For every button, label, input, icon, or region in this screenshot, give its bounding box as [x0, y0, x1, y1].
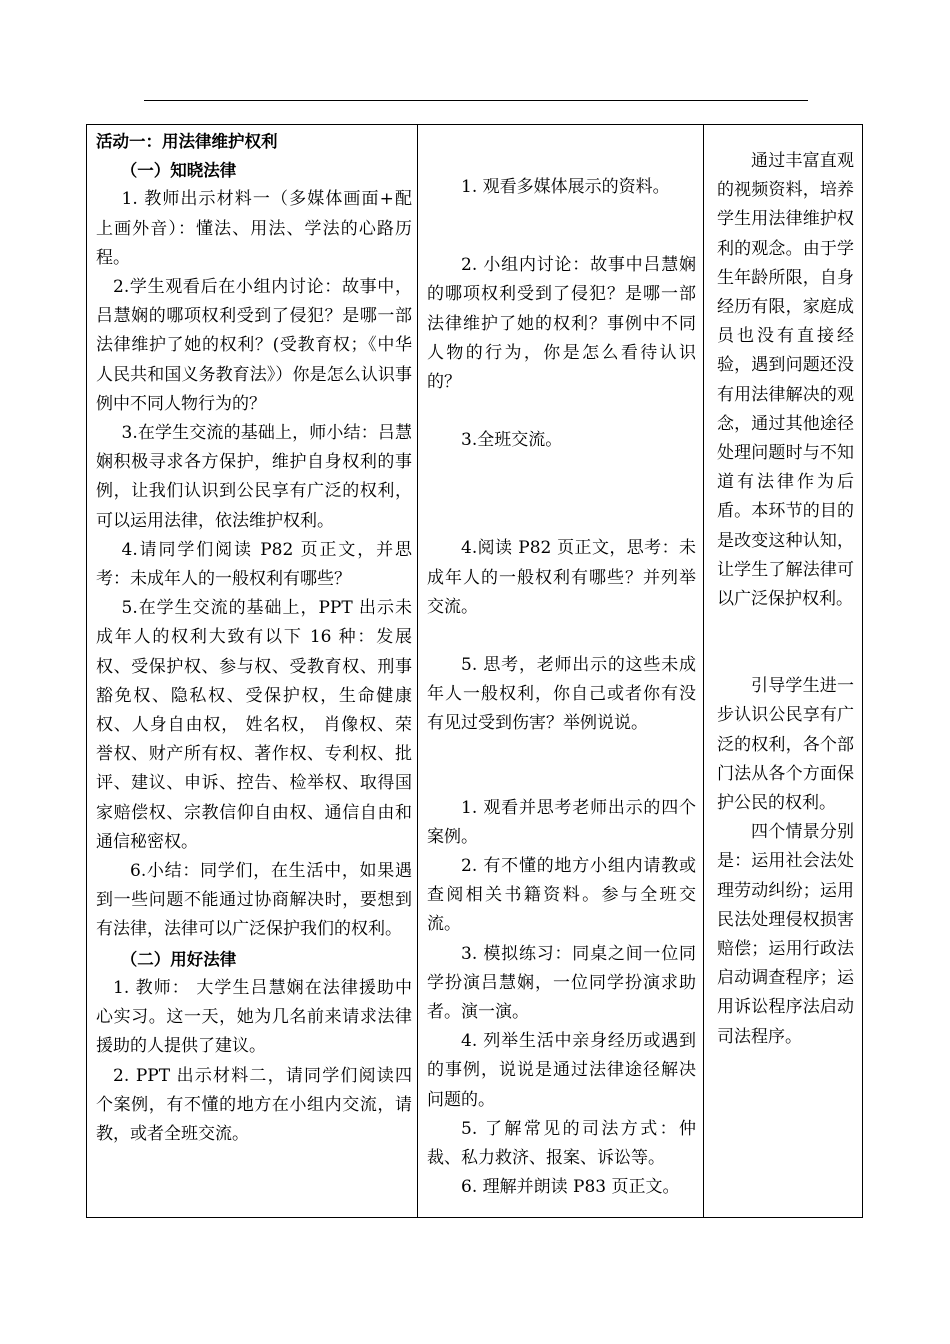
teacher-step-8: 2. PPT 出示材料二，请同学们阅读四个案例，有不懂的地方在小组内交流，请教，或者全班交流。	[96, 1065, 412, 1144]
teacher-activity-column	[87, 125, 418, 1217]
activity-title: 活动一：用法律维护权利	[96, 132, 278, 151]
student-task-2: 2. 有不懂的地方小组内请教或查阅相关书籍资料。参与全班交流。	[427, 856, 696, 935]
student-task-1: 1. 观看并思考老师出示的四个案例。	[427, 797, 696, 847]
student-task-3: 3. 模拟练习：同桌之间一位同学扮演吕慧娴，一位同学扮演求助者。演一演。	[427, 943, 696, 1023]
teacher-step-6: 6.小结：同学们，在生活中，如果遇到一些问题不能通过协商解决时，要想到有法律，法律可以广泛保护我们的权利。	[96, 861, 412, 940]
teacher-step-2: 2.学生观看后在小组内讨论：故事中，吕慧娴的哪项权利受到了侵犯？是哪一部法律维护了她的权利？(受教育权；《中华人民共和国义务教育法》）你是怎么认识事例中不同人物行为的？	[96, 277, 412, 414]
student-task-6: 6. 理解并朗读 P83 页正文。	[461, 1177, 680, 1198]
student-step-1: 1. 观看多媒体展示的资料。	[461, 177, 670, 197]
teacher-step-4: 4.请同学们阅读 P82 页正文，并思考：未成年人的一般权利有哪些？	[96, 539, 412, 590]
section-title-know-law: （一）知晓法律	[120, 161, 237, 181]
student-activity-column	[418, 125, 704, 1217]
design-intent-2: 引导学生进一步认识公民享有广泛的权利，各个部门法从各个方面保护公民的权利。	[717, 676, 854, 814]
design-intent-3: 四个情景分别是：运用社会法处理劳动纠纷；运用民法处理侵权损害赔偿；运用行政法启动调查程序；运用诉讼程序法启动司法程序。	[717, 822, 854, 1047]
student-step-5: 5. 思考，老师出示的这些未成年人一般权利，你自己或者你有没有见过受到伤害？举例说说。	[427, 655, 696, 734]
header-rule	[144, 100, 808, 101]
teacher-step-1: 1. 教师出示材料一（多媒体画面+配上画外音）：懂法、用法、学法的心路历程。	[96, 189, 412, 268]
student-step-3: 3.全班交流。	[461, 430, 563, 451]
design-intent-column	[704, 125, 864, 1217]
section-title-use-law: （二）用好法律	[120, 949, 237, 969]
student-task-4: 4. 列举生活中亲身经历或遇到的事例，说说是通过法律途径解决问题的。	[427, 1031, 696, 1110]
student-step-4: 4.阅读 P82 页正文，思考：未成年人的一般权利有哪些？并列举交流。	[427, 538, 696, 617]
design-intent-1: 通过丰富直观的视频资料，培养学生用法律维护权利的观念。由于学生年龄所限，自身经历有限，家庭成员也没有直接经验，遇到问题还没有用法律解决的观念，通过其他途径处理问题时与不知道有法律作为后盾。本环节的目的是改变这种认知，让学生了解法律可以广泛保护权利。	[717, 151, 854, 610]
student-task-5: 5. 了解常见的司法方式：仲裁、私力救济、报案、诉讼等。	[427, 1118, 696, 1169]
teacher-step-7: 1. 教师： 大学生吕慧娴在法律援助中心实习。这一天，她为几名前来请求法律援助的人提供了建议。	[96, 977, 412, 1057]
student-step-2: 2. 小组内讨论：故事中吕慧娴的哪项权利受到了侵犯？是哪一部法律维护了她的权利？事例中不同人物的行为，你是怎么看待认识的？	[427, 255, 696, 393]
teacher-step-3: 3.在学生交流的基础上，师小结：吕慧娴积极寻求各方保护，维护自身权利的事例，让我们认识到公民享有广泛的权利，可以运用法律，依法维护权利。	[96, 423, 412, 531]
teacher-step-5: 5.在学生交流的基础上，PPT 出示未成年人的权利大致有以下 16 种：发展权、受保护权、参与权、受教育权、刑事豁免权、隐私权、受保护权，生命健康权、人身自由权， 姓名权， 肖像权、荣誉权、财产所有权、著作权、专利权、批评、建议、申诉、控告、检举权、取得国家赔偿权、宗教信仰自由权、通信自由和通信秘密权。	[96, 598, 412, 852]
lesson-plan-table	[86, 124, 863, 1218]
